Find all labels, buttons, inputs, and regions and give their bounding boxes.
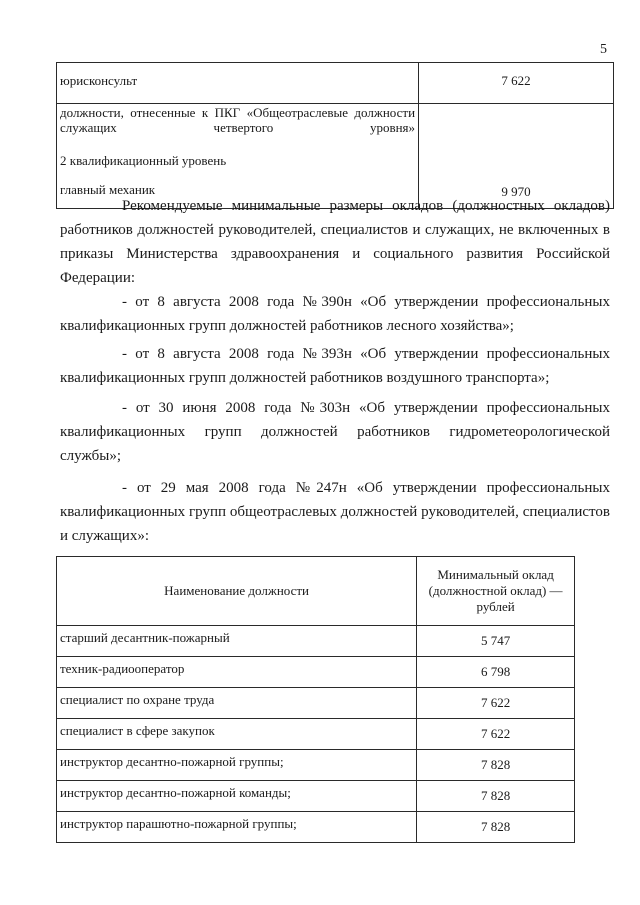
table-row: [57, 750, 575, 781]
table-row: [57, 719, 575, 750]
salary-cell: 7 622: [417, 688, 575, 719]
order-item: - от 29 мая 2008 года №247н «Об утверждении профессиональных квалификационных групп общеотраслевых должностей руководителей, специалистов и служащих»:: [60, 480, 610, 544]
salary-cell: [419, 104, 614, 209]
page-number: 5: [600, 42, 607, 57]
table-row: [57, 688, 575, 719]
salary-cell: 7 622: [417, 719, 575, 750]
position-cell: инструктор десантно-пожарной команды;: [57, 781, 417, 812]
table-row: [57, 63, 614, 104]
table-row: [57, 626, 575, 657]
salary-cell: 7 622: [419, 63, 614, 104]
table-row: [57, 104, 614, 209]
salary-cell: 6 798: [417, 657, 575, 688]
salary-cell: 5 747: [417, 626, 575, 657]
salary-cell: 7 828: [417, 750, 575, 781]
salary-value: 9 970: [501, 184, 531, 199]
table-header-row: [57, 557, 575, 626]
table-row: [57, 812, 575, 843]
salary-table-continuation: [56, 62, 614, 209]
position-cell: техник-радиооператор: [57, 657, 417, 688]
position-cell: юрисконсульт: [57, 63, 419, 104]
position-cell: специалист по охране труда: [57, 688, 417, 719]
position-cell: специалист в сфере закупок: [57, 719, 417, 750]
column-header-salary: Минимальный оклад (должностной оклад) — рублей: [417, 557, 575, 626]
salary-cell: 7 828: [417, 781, 575, 812]
salary-table: [56, 556, 575, 843]
position-name: главный механик: [60, 182, 156, 197]
order-item: - от 8 августа 2008 года №390н «Об утверждении профессиональных квалификационных групп должностей работников лесного хозяйства»;: [60, 294, 610, 334]
qualification-group-text: должности, отнесенные к ПКГ «Общеотраслевые должности служащих четвертого уровня»: [60, 105, 416, 135]
table-row: [57, 657, 575, 688]
order-item: - от 30 июня 2008 года №303н «Об утверждении профессиональных квалификационных групп должностей работников гидрометеорологической службы»;: [60, 400, 610, 464]
position-cell: инструктор десантно-пожарной группы;: [57, 750, 417, 781]
intro-paragraph: Рекомендуемые минимальные размеры окладов (должностных окладов) работников должностей руководителей, специалистов и служащих, не включенных в приказы Министерства здравоохранения и социального развития Российской Федерации:: [60, 198, 610, 286]
table-row: [57, 781, 575, 812]
salary-cell: 7 828: [417, 812, 575, 843]
position-cell: старший десантник-пожарный: [57, 626, 417, 657]
column-header-position: Наименование должности: [57, 557, 417, 626]
position-cell: [57, 104, 419, 209]
qualification-level-text: 2 квалификационный уровень: [60, 153, 227, 168]
order-item: - от 8 августа 2008 года №393н «Об утверждении профессиональных квалификационных групп должностей работников воздушного транспорта»;: [60, 346, 610, 386]
position-cell: инструктор парашютно-пожарной группы;: [57, 812, 417, 843]
